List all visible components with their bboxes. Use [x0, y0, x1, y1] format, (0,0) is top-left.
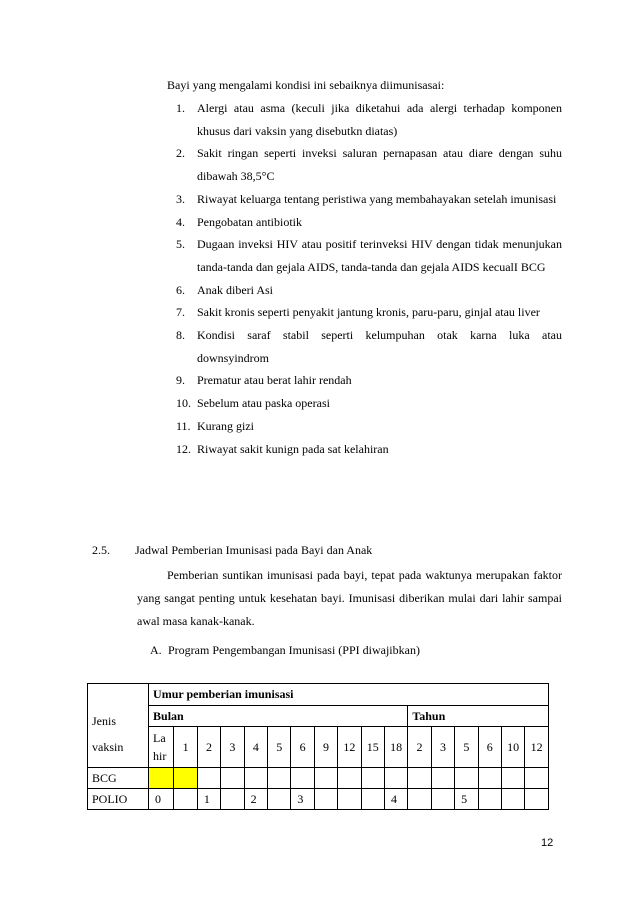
section-title: Jadwal Pemberian Imunisasi pada Bayi dan Anak: [135, 543, 373, 557]
schedule-cell: [174, 789, 197, 810]
list-item: 7. Sakit kronis seperti penyakit jantung kronis, paru-paru, ginjal atau liver: [176, 305, 540, 320]
schedule-cell: [525, 789, 549, 810]
umur-header: Umur pemberian imunisasi: [149, 684, 549, 706]
lahir-header: La hir: [149, 727, 174, 768]
schedule-cell: [244, 768, 267, 789]
schedule-cell: [268, 789, 291, 810]
criteria-list: [176, 97, 562, 460]
schedule-cell: [501, 789, 524, 810]
vaccine-name: BCG: [88, 768, 149, 789]
month-header: 5: [268, 727, 291, 768]
month-header: 3: [221, 727, 244, 768]
schedule-cell: [408, 789, 431, 810]
list-item: 1. Alergi atau asma (keculi jika diketahui ada alergi terhadap komponen khusus dari vaksin yang disebutkn diatas): [176, 101, 562, 138]
month-header: 2: [197, 727, 220, 768]
list-item: 11. Kurang gizi: [176, 418, 254, 433]
list-item: 2. Sakit ringan seperti inveksi saluran pernapasan atau diare dengan suhu dibawah 38,5°C: [176, 146, 562, 184]
subsection-letter: A.: [150, 643, 162, 657]
schedule-cell: [478, 789, 501, 810]
schedule-cell: 4: [384, 789, 407, 810]
year-header: 12: [525, 727, 549, 768]
jenis-vaksin-header: Jenis vaksin: [88, 684, 149, 768]
schedule-cell: [501, 768, 524, 789]
schedule-cell: [221, 789, 244, 810]
list-item: 12. Riwayat sakit kunign pada sat kelahiran: [176, 441, 389, 456]
intro-text: Bayi yang mengalami kondisi ini sebaiknya diimunisasai:: [167, 78, 445, 92]
table-row: [88, 768, 549, 789]
schedule-cell: [291, 768, 314, 789]
list-item: 3. Riwayat keluarga tentang peristiwa yang membahayakan setelah imunisasi: [176, 191, 557, 206]
schedule-cell: [478, 768, 501, 789]
month-header: 12: [338, 727, 361, 768]
month-header: 6: [291, 727, 314, 768]
immunization-schedule-table: [87, 683, 549, 810]
schedule-cell: [314, 768, 337, 789]
subsection-heading: [150, 640, 420, 660]
schedule-cell: [221, 768, 244, 789]
schedule-cell: [408, 768, 431, 789]
list-item: 5. Dugaan inveksi HIV atau positif terinveksi HIV dengan tidak menunjukan tanda-tanda dan gejala AIDS, tanda-tanda dan gejala AIDS kecualI BCG: [176, 237, 562, 274]
schedule-cell: [314, 789, 337, 810]
vaccine-name: POLIO: [88, 789, 149, 810]
bulan-header: Bulan: [149, 706, 408, 727]
schedule-cell: [197, 768, 220, 789]
year-header: 10: [501, 727, 524, 768]
tahun-header: Tahun: [408, 706, 549, 727]
schedule-cell: [431, 789, 454, 810]
schedule-cell: [338, 789, 361, 810]
month-header: 15: [361, 727, 384, 768]
month-header: 9: [314, 727, 337, 768]
schedule-cell: [338, 768, 361, 789]
section-heading: [92, 540, 372, 560]
year-header: 5: [455, 727, 478, 768]
page-number: 12: [541, 837, 554, 849]
list-item: 10. Sebelum atau paska operasi: [176, 396, 330, 411]
schedule-cell: 0: [149, 789, 174, 810]
schedule-cell: [361, 768, 384, 789]
schedule-cell: [361, 789, 384, 810]
year-header: 2: [408, 727, 431, 768]
schedule-cell: [525, 768, 549, 789]
list-item: 6. Anak diberi Asi: [176, 282, 273, 297]
schedule-cell: 2: [244, 789, 267, 810]
section-number: 2.5.: [92, 543, 110, 557]
month-header: 4: [244, 727, 267, 768]
schedule-cell: [268, 768, 291, 789]
section-paragraph: Pemberian suntikan imunisasi pada bayi, tepat pada waktunya merupakan faktor yang sangat penting untuk kesehatan bayi. Imunisasi diberikan mulai dari lahir sampai awal masa kanak-kanak.: [137, 568, 562, 628]
list-item: 9. Prematur atau berat lahir rendah: [176, 373, 352, 388]
month-header: 18: [384, 727, 407, 768]
schedule-cell: [149, 768, 174, 789]
list-item: 4. Pengobatan antibiotik: [176, 214, 302, 229]
table-row: [88, 789, 549, 810]
schedule-cell: 1: [197, 789, 220, 810]
schedule-cell: [455, 768, 478, 789]
schedule-cell: 5: [455, 789, 478, 810]
month-header: 1: [174, 727, 197, 768]
subsection-title: Program Pengembangan Imunisasi (PPI diwajibkan): [168, 643, 420, 657]
schedule-cell: [174, 768, 197, 789]
schedule-cell: [384, 768, 407, 789]
year-header: 3: [431, 727, 454, 768]
schedule-cell: [431, 768, 454, 789]
schedule-cell: 3: [291, 789, 314, 810]
list-item: 8. Kondisi saraf stabil seperti kelumpuhan otak karna luka atau downsyindrom: [176, 328, 562, 365]
year-header: 6: [478, 727, 501, 768]
